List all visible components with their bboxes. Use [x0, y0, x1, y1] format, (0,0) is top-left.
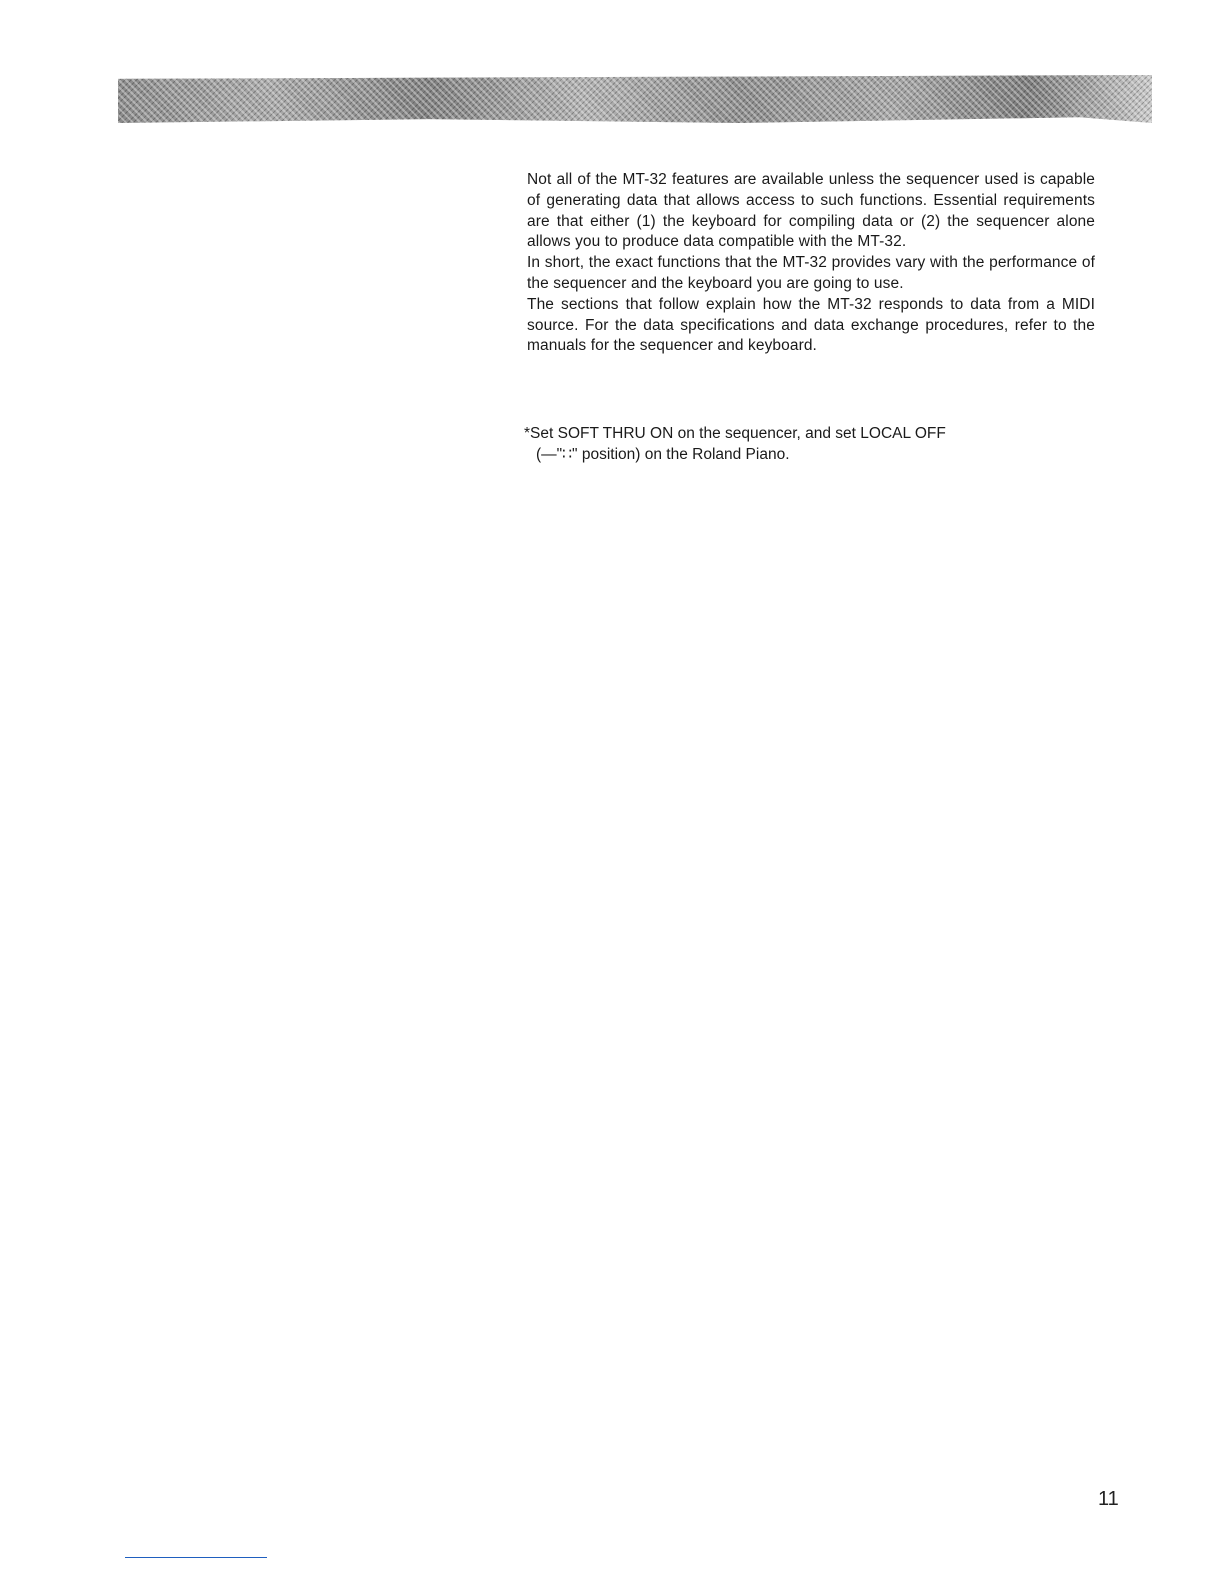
paragraph-sections: The sections that follow explain how the MT-32 responds to data from a MIDI source. For the data specifications and data exchange procedures, refer to the manuals for the sequencer and keyboard. [527, 295, 1095, 355]
note [524, 424, 1095, 466]
note-line-1: *Set SOFT THRU ON on the sequencer, and set LOCAL OFF [524, 425, 946, 442]
header-band [118, 75, 1152, 123]
page-number: 11 [1098, 1488, 1119, 1510]
footer-rule [125, 1557, 267, 1558]
paragraph-functions: In short, the exact functions that the MT-32 provides vary with the performance of the sequencer and the keyboard you are going to use. [527, 254, 1095, 292]
note-line-2: (—"∷" position) on the Roland Piano. [536, 445, 790, 463]
body-text [527, 170, 1095, 357]
paragraph-requirements: Not all of the MT-32 features are available unless the sequencer used is capable of generating data that allows access to such functions. Essential requirements are that either (1) the keyboard for compiling data or (2) the sequencer alone allows you to produce data compatible with the MT-32. [527, 171, 1095, 251]
